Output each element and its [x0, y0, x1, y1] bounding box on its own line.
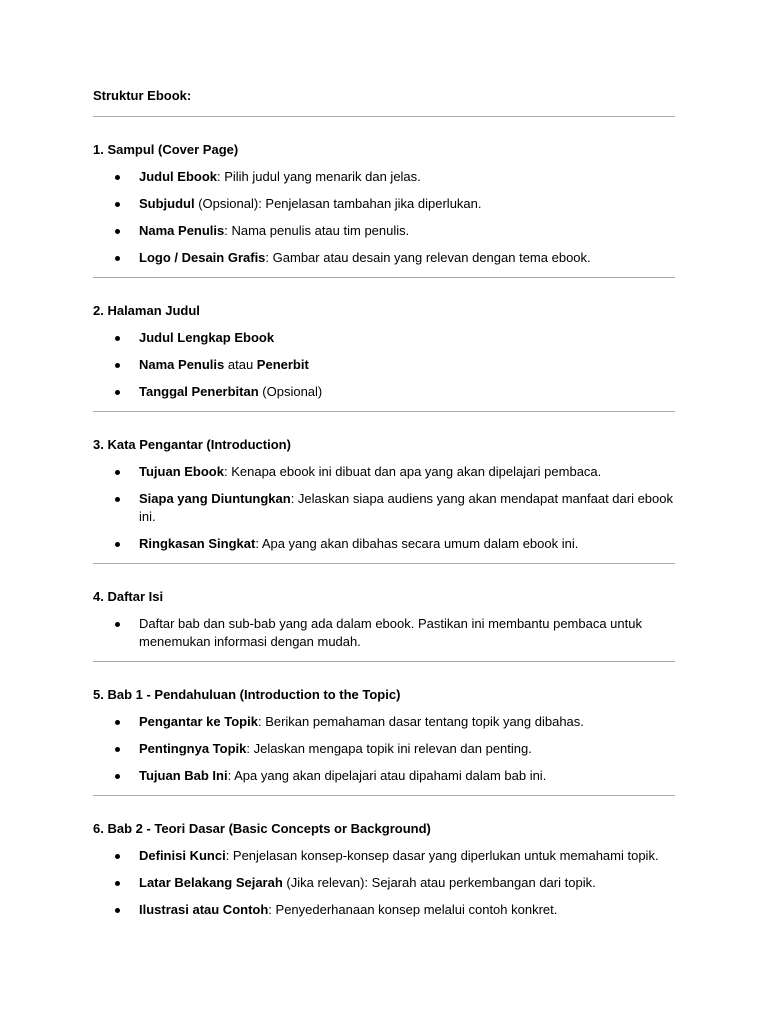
bullet-list: [93, 329, 675, 401]
list-item: [93, 356, 675, 374]
item-description: : Penjelasan konsep-konsep dasar yang diperlukan untuk memahami topik.: [225, 848, 659, 863]
bullet-icon: [115, 774, 120, 779]
item-description: : Apa yang akan dibahas secara umum dalam ebook ini.: [255, 536, 579, 551]
list-item: [93, 249, 675, 267]
item-term: Ilustrasi atau Contoh: [139, 902, 269, 917]
item-description: : Pilih judul yang menarik dan jelas.: [217, 169, 421, 184]
item-description: : Apa yang akan dipelajari atau dipahami dalam bab ini.: [227, 768, 547, 783]
document-page: [93, 87, 675, 919]
section-4: [93, 588, 675, 662]
list-item: [93, 490, 675, 526]
bullet-icon: [115, 256, 120, 261]
bullet-icon: [115, 854, 120, 859]
item-term: Nama Penulis: [139, 223, 225, 238]
item-description: atau: [224, 357, 257, 372]
item-term: Tanggal Penerbitan: [139, 384, 259, 399]
item-description: Daftar bab dan sub-bab yang ada dalam ebook. Pastikan ini membantu pembaca untuk menemukan informasi dengan mudah.: [139, 616, 642, 649]
sections-container: [93, 141, 675, 919]
section-heading: 6. Bab 2 - Teori Dasar (Basic Concepts or Background): [93, 821, 431, 836]
section-5: [93, 686, 675, 796]
list-item: [93, 847, 675, 865]
item-term: Logo / Desain Grafis: [139, 250, 266, 265]
section-divider: [93, 563, 675, 564]
list-item: [93, 329, 675, 347]
item-description: : Jelaskan siapa audiens yang akan mendapat manfaat dari ebook ini.: [139, 491, 674, 524]
section-divider: [93, 277, 675, 278]
item-term: Subjudul: [139, 196, 195, 211]
section-heading: 4. Daftar Isi: [93, 589, 164, 604]
bullet-icon: [115, 497, 120, 502]
document-title: Struktur Ebook:: [93, 88, 192, 103]
item-term: Tujuan Ebook: [139, 464, 224, 479]
bullet-icon: [115, 542, 120, 547]
item-term: Siapa yang Diuntungkan: [139, 491, 291, 506]
bullet-icon: [115, 175, 120, 180]
item-term: Tujuan Bab Ini: [139, 768, 228, 783]
section-divider: [93, 661, 675, 662]
section-heading: 1. Sampul (Cover Page): [93, 142, 239, 157]
bullet-icon: [115, 881, 120, 886]
item-term: Ringkasan Singkat: [139, 536, 256, 551]
section-heading: 3. Kata Pengantar (Introduction): [93, 437, 291, 452]
bullet-list: [93, 463, 675, 553]
list-item: [93, 740, 675, 758]
item-term: Judul Ebook: [139, 169, 217, 184]
section-6: [93, 820, 675, 919]
bullet-icon: [115, 720, 120, 725]
item-description: : Berikan pemahaman dasar tentang topik yang dibahas.: [257, 714, 584, 729]
item-term: Definisi Kunci: [139, 848, 226, 863]
list-item: [93, 535, 675, 553]
item-description: : Jelaskan mengapa topik ini relevan dan penting.: [246, 741, 532, 756]
section-2: [93, 302, 675, 412]
bullet-icon: [115, 336, 120, 341]
list-item: [93, 767, 675, 785]
bullet-list: [93, 615, 675, 651]
list-item: [93, 383, 675, 401]
bullet-icon: [115, 908, 120, 913]
list-item: [93, 222, 675, 240]
item-description: (Opsional): [258, 384, 323, 399]
section-divider: [93, 411, 675, 412]
bullet-list: [93, 713, 675, 785]
item-term: Nama Penulis: [139, 357, 225, 372]
bullet-icon: [115, 747, 120, 752]
list-item: [93, 463, 675, 481]
section-divider: [93, 795, 675, 796]
bullet-icon: [115, 363, 120, 368]
list-item: [93, 713, 675, 731]
section-3: [93, 436, 675, 564]
section-heading: 5. Bab 1 - Pendahuluan (Introduction to the Topic): [93, 687, 401, 702]
bullet-list: [93, 168, 675, 267]
bullet-icon: [115, 202, 120, 207]
bullet-icon: [115, 622, 120, 627]
item-description: : Penyederhanaan konsep melalui contoh konkret.: [268, 902, 558, 917]
item-description: (Opsional): Penjelasan tambahan jika diperlukan.: [194, 196, 482, 211]
section-heading: 2. Halaman Judul: [93, 303, 200, 318]
bullet-list: [93, 847, 675, 919]
section-1: [93, 141, 675, 278]
list-item: [93, 874, 675, 892]
list-item: [93, 195, 675, 213]
item-term: Judul Lengkap Ebook: [139, 330, 275, 345]
bullet-icon: [115, 390, 120, 395]
list-item: [93, 168, 675, 186]
list-item: [93, 615, 675, 651]
title-divider: [93, 116, 675, 117]
item-description: : Gambar atau desain yang relevan dengan tema ebook.: [265, 250, 591, 265]
bullet-icon: [115, 470, 120, 475]
list-item: [93, 901, 675, 919]
bullet-icon: [115, 229, 120, 234]
item-term-secondary: Penerbit: [256, 357, 309, 372]
item-term: Latar Belakang Sejarah: [139, 875, 283, 890]
item-term: Pengantar ke Topik: [139, 714, 258, 729]
item-term: Pentingnya Topik: [139, 741, 247, 756]
item-description: (Jika relevan): Sejarah atau perkembangan dari topik.: [282, 875, 596, 890]
item-description: : Kenapa ebook ini dibuat dan apa yang akan dipelajari pembaca.: [223, 464, 602, 479]
item-description: : Nama penulis atau tim penulis.: [224, 223, 410, 238]
